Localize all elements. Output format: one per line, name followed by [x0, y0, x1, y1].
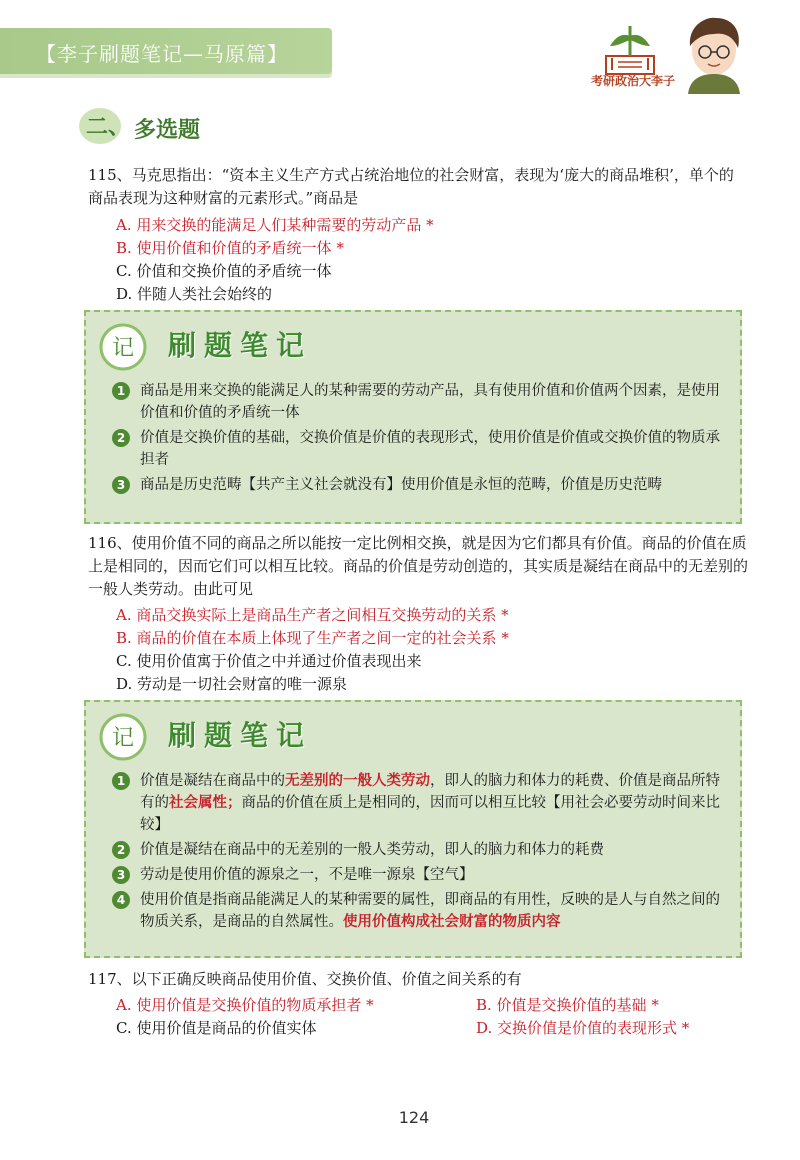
question-115-option-b[interactable]: B. 使用价值和价值的矛盾统一体 * [116, 239, 344, 257]
note-item-text: 使用价值是指商品能满足人的某种需要的属性，即商品的有用性，反映的是人与自然之间的物质关系，是商品的自然属性。 [140, 892, 720, 930]
page-number: 124 [398, 1108, 430, 1127]
svg-text:记: 记 [111, 336, 135, 361]
question-115-option-d[interactable]: D. 伴随人类社会始终的 [116, 285, 273, 303]
svg-text:记: 记 [111, 726, 135, 751]
note-item-text: 价值是凝结在商品中的无差别的一般人类劳动，即人的脑力和体力的耗费 [140, 842, 604, 858]
note-item [86, 474, 740, 496]
note-highlight: 无差别的一般人类劳动 [285, 772, 430, 789]
note-item-text: ，即人的脑力和体力的耗费、价值是商品所特有的 [140, 773, 720, 811]
note-highlight: 使用价值构成社会财富的物质内容 [343, 913, 561, 930]
header-banner [0, 28, 332, 74]
note-item [86, 380, 740, 424]
question-117-option-b[interactable]: B. 价值是交换价值的基础 * [476, 996, 659, 1014]
note-item-text: 价值是交换价值的基础，交换价值是价值的表现形式，使用价值是价值或交换价值的物质承担者 [140, 430, 720, 468]
note-item [86, 889, 740, 933]
question-115-option-c[interactable]: C. 价值和交换价值的矛盾统一体 [116, 262, 332, 280]
note-bullet-number: 3 [112, 866, 130, 884]
note-item-text: 商品是历史范畴【共产主义社会就没有】使用价值是永恒的范畴，价值是历史范畴 [140, 477, 662, 493]
note-seal-icon [98, 712, 148, 762]
note-header [86, 702, 740, 770]
note-header [86, 312, 740, 380]
brand-text: 考研政治大李子 [590, 74, 675, 88]
note-title: 刷题笔记 [168, 719, 313, 752]
avatar [680, 14, 748, 94]
question-117-option-d[interactable]: D. 交换价值是价值的表现形式 * [476, 1019, 690, 1037]
note-item-text: 商品是用来交换的能满足人的某种需要的劳动产品，具有使用价值和价值两个因素，是使用价值和价值的矛盾统一体 [140, 383, 720, 421]
question-116-option-c[interactable]: C. 使用价值寓于价值之中并通过价值表现出来 [116, 652, 422, 670]
note-box-1 [84, 310, 742, 524]
note-item [86, 770, 740, 836]
question-116-option-b[interactable]: B. 商品的价值在本质上体现了生产者之间一定的社会关系 * [116, 629, 509, 647]
note-item-text: 价值是凝结在商品中的 [140, 773, 285, 789]
question-117-stem: 117、以下正确反映商品使用价值、交换价值、价值之间关系的有 [88, 970, 522, 988]
banner-title: 【李子刷题笔记—马原篇】 [36, 42, 288, 66]
note-box-2 [84, 700, 742, 958]
note-bullet-number: 2 [112, 429, 130, 447]
note-item-text: 商品的价值在质上是相同的，因而可以相互比较【用社会必要劳动时间来比较】 [140, 795, 720, 833]
question-116-option-a[interactable]: A. 商品交换实际上是商品生产者之间相互交换劳动的关系 * [116, 606, 509, 624]
question-115-option-a[interactable]: A. 用来交换的能满足人们某种需要的劳动产品 * [116, 216, 434, 234]
question-116-option-d[interactable]: D. 劳动是一切社会财富的唯一源泉 [116, 675, 348, 693]
note-bullet-number: 3 [112, 476, 130, 494]
note-bullet-number: 1 [112, 382, 130, 400]
note-bullet-number: 2 [112, 841, 130, 859]
section-number: 二、 [86, 115, 131, 140]
section-label: 多选题 [134, 118, 201, 143]
question-117-option-c[interactable]: C. 使用价值是商品的价值实体 [116, 1019, 317, 1037]
question-117-option-a[interactable]: A. 使用价值是交换价值的物质承担者 * [116, 996, 374, 1014]
note-item-text: 劳动是使用价值的源泉之一，不是唯一源泉【空气】 [140, 867, 474, 883]
question-115-stem: 115、马克思指出：“资本主义生产方式占统治地位的社会财富，表现为‘庞大的商品堆积’，单个的商品表现为这种财富的元素形式。”商品是 [88, 166, 734, 207]
question-116-stem: 116、使用价值不同的商品之所以能按一定比例相交换，就是因为它们都具有价值。商品的价值在质上是相同的，因而它们可以相互比较。商品的价值是劳动创造的，其实质是凝结在商品中的无差别的一般人类劳动。由此可见 [88, 534, 749, 598]
note-bullet-number: 4 [112, 891, 130, 909]
note-item [86, 864, 740, 886]
note-title: 刷题笔记 [168, 329, 313, 362]
note-bullet-number: 1 [112, 772, 130, 790]
note-highlight: 社会属性； [169, 794, 242, 811]
note-seal-icon [98, 322, 148, 372]
note-item [86, 839, 740, 861]
note-item [86, 427, 740, 471]
